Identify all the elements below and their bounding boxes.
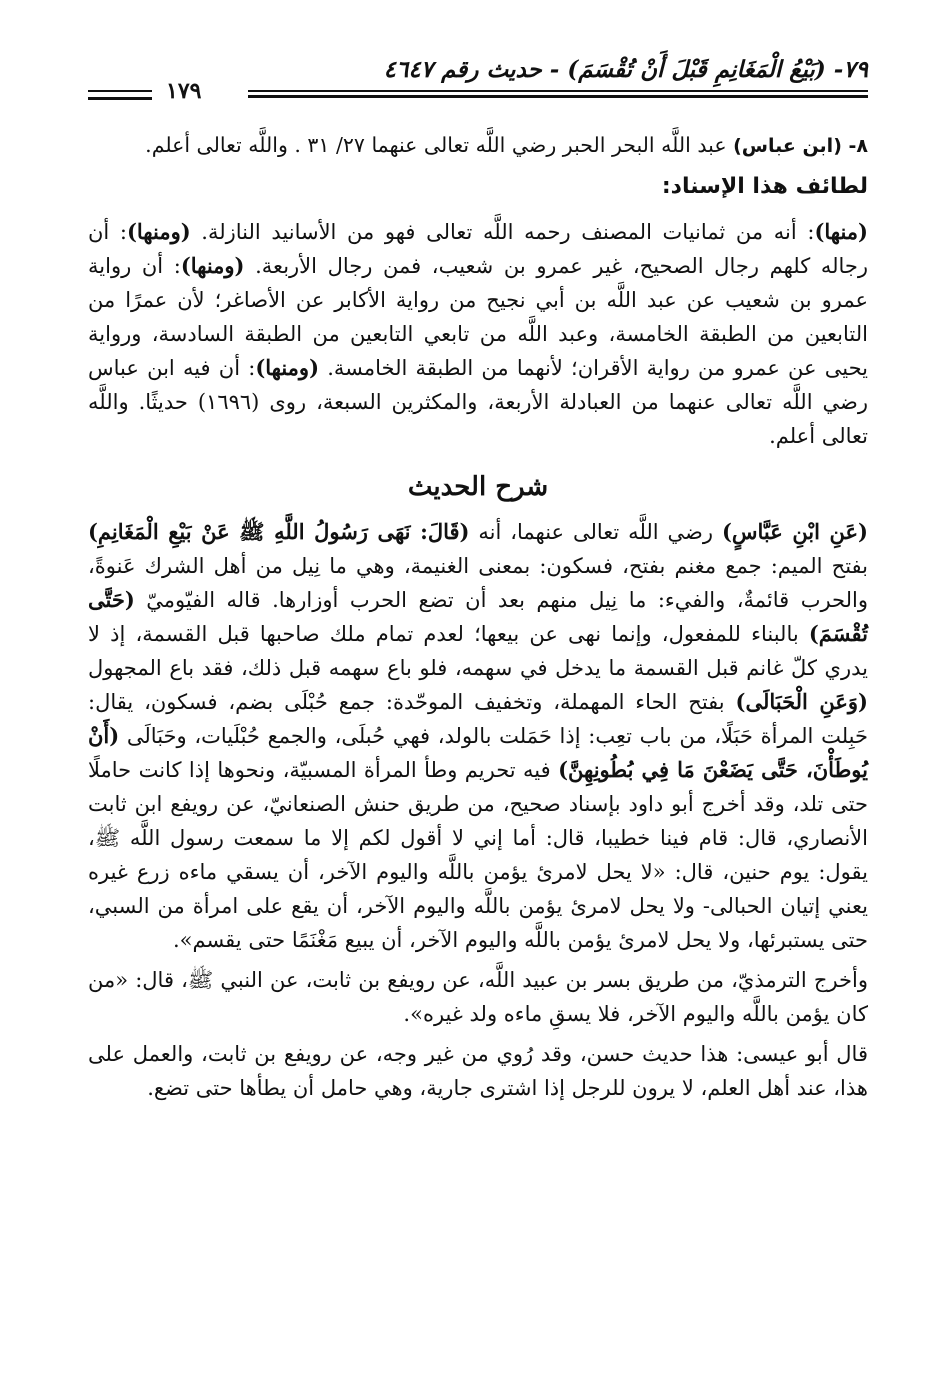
narrator-entry — [88, 128, 868, 163]
isnad-paragraph — [88, 215, 868, 453]
bold-phrase: (ومنها) — [126, 219, 191, 244]
header-rule-left — [88, 90, 152, 100]
sharh-paragraph-2: وأخرج الترمذيّ، من طريق بسر بن عبيد اللَّه، عن رويفع بن ثابت، عن النبي ﷺ، قال: «من كان يؤمن باللَّه واليوم الآخر، فلا يسقِ ماءه ولد غيره». — [88, 968, 868, 1026]
bold-phrase: (قَالَ: نَهَى رَسُولُ اللَّهِ ﷺ عَنْ بَيْعِ الْمَغَانِمِ) — [88, 519, 470, 544]
page-number: ١٧٩ — [166, 78, 202, 104]
book-page — [88, 50, 868, 1350]
text-run: : أنه من ثمانيات المصنف رحمه اللَّه تعالى فهو من الأسانيد النازلة. — [190, 220, 815, 244]
bold-phrase: (منها) — [814, 219, 868, 244]
chapter-title: ٧٩- (بَيْعُ الْمَغَانِمِ قَبْلَ أَنْ تُقْسَمَ) - حديث رقم ٤٦٤٧ — [383, 56, 868, 83]
text-run: بالبناء للمفعول، وإنما نهى عن بيعها؛ لعدم تمام ملك صاحبها قبل القسمة، إذ لا يدري كلّ غانم قبل القسمة ما يدخل في سهمه، فلو باع سهمه قبل ذلك، فقد باع المجهول — [88, 622, 868, 680]
text-run: فيه تحريم وطأ المرأة المسبيّة، ونحوها إذا كانت حاملًا حتى تلد، وقد أخرج أبو داود بإسناد صحيح، من طريق حنش الصنعانيّ، عن رويفع ابن ثابت الأنصاري، قال: قام فينا خطيبا، قال: أما إني لا أقول لكم إلا ما سمعت رسول اللَّه ﷺ، يقول: يوم حنين، قال: «لا يحل لامرئ يؤمن باللَّه واليوم الآخر، أن يسقي ماءه زرع غيره يعني إتيان الحبالى- ولا يحل لامرئ يؤمن باللَّه واليوم الآخر، أن يقع على امرأة من السبي، حتى يستبرئها، ولا يحل لامرئ يؤمن باللَّه واليوم الآخر، أن يبيع مَغْنَمًا حتى يقسم». — [88, 758, 868, 952]
bold-phrase: (أَنْ يُوطَأْنَ، حَتَّى يَضَعْنَ مَا فِي بُطُونِهِنَّ) — [88, 723, 868, 782]
sharh-paragraph-3: قال أبو عيسى: هذا حديث حسن، وقد رُوي من غير وجه، عن رويفع بن ثابت، والعمل على هذا، عند أهل العلم، لا يرون للرجل إذا اشترى جارية، وهي حامل أن يطأها حتى تضع. — [88, 1042, 868, 1100]
text-run: رضي اللَّه تعالى عنهما، أنه — [469, 520, 722, 544]
bold-phrase: (عَنِ ابْنِ عَبَّاسٍ) — [721, 519, 868, 544]
text-run: بفتح الميم: جمع مغنم بفتح، فسكون: بمعنى الغنيمة، وهي ما نِيل من أهل الشرك عَنوةً، والحرب قائمةٌ، والفيء: ما نِيل منهم بعد أن تضع الحرب أوزارها. قاله الفيّوميّ — [88, 554, 868, 612]
bold-phrase: (ومنها) — [180, 253, 245, 278]
header-rule — [248, 90, 868, 92]
bold-phrase: (حَتَّى تُقْسَمَ) — [88, 587, 868, 646]
sharh-heading: شرح الحديث — [407, 472, 549, 502]
text-run: : أن رجاله كلهم رجال الصحيح، غير عمرو بن شعيب، فمن رجال الأربعة. — [88, 220, 868, 278]
narrator-name: ٨- (ابن عباس) — [733, 135, 868, 157]
sharh-paragraph-1 — [88, 515, 868, 957]
text-run: : أن فيه ابن عباس رضي اللَّه تعالى عنهما من العبادلة الأربعة، والمكثرين السبعة، روى (١٦٩٦) حديثًا. واللَّه تعالى أعلم. — [88, 356, 869, 448]
text-run: : أن رواية عمرو بن شعيب عن عبد اللَّه بن أبي نجيح من رواية الأكابر عن الأصاغر؛ لأن عمرًا من التابعين من الطبقة الخامسة، وعبد اللَّه من تابعي التابعين من الطبقة السادسة، ورواية يحيى عن عمرو من رواية الأقران؛ لأنهما من الطبقة الخامسة. — [88, 254, 869, 380]
running-header — [88, 50, 868, 114]
bold-phrase: (وَعَنِ الْحَبَالَى) — [735, 689, 868, 714]
text-run: بفتح الحاء المهملة، وتخفيف الموحّدة: جمع حُبْلَى بضم، فسكون، يقال: حَبِلت المرأة حَبَلًا، من باب تعِب: إذا حَمَلت بالولد، فهي حُبلَى، والجمع حُبْلَيات، وحَبَالَى — [88, 690, 868, 748]
narrator-text: عبد اللَّه البحر الحبر رضي اللَّه تعالى عنهما ٢٧/ ٣١ . واللَّه تعالى أعلم. — [145, 133, 734, 157]
bold-phrase: (ومنها) — [255, 355, 320, 380]
isnad-heading: لطائف هذا الإسناد: — [661, 174, 868, 199]
header-rule-thick — [248, 95, 868, 98]
